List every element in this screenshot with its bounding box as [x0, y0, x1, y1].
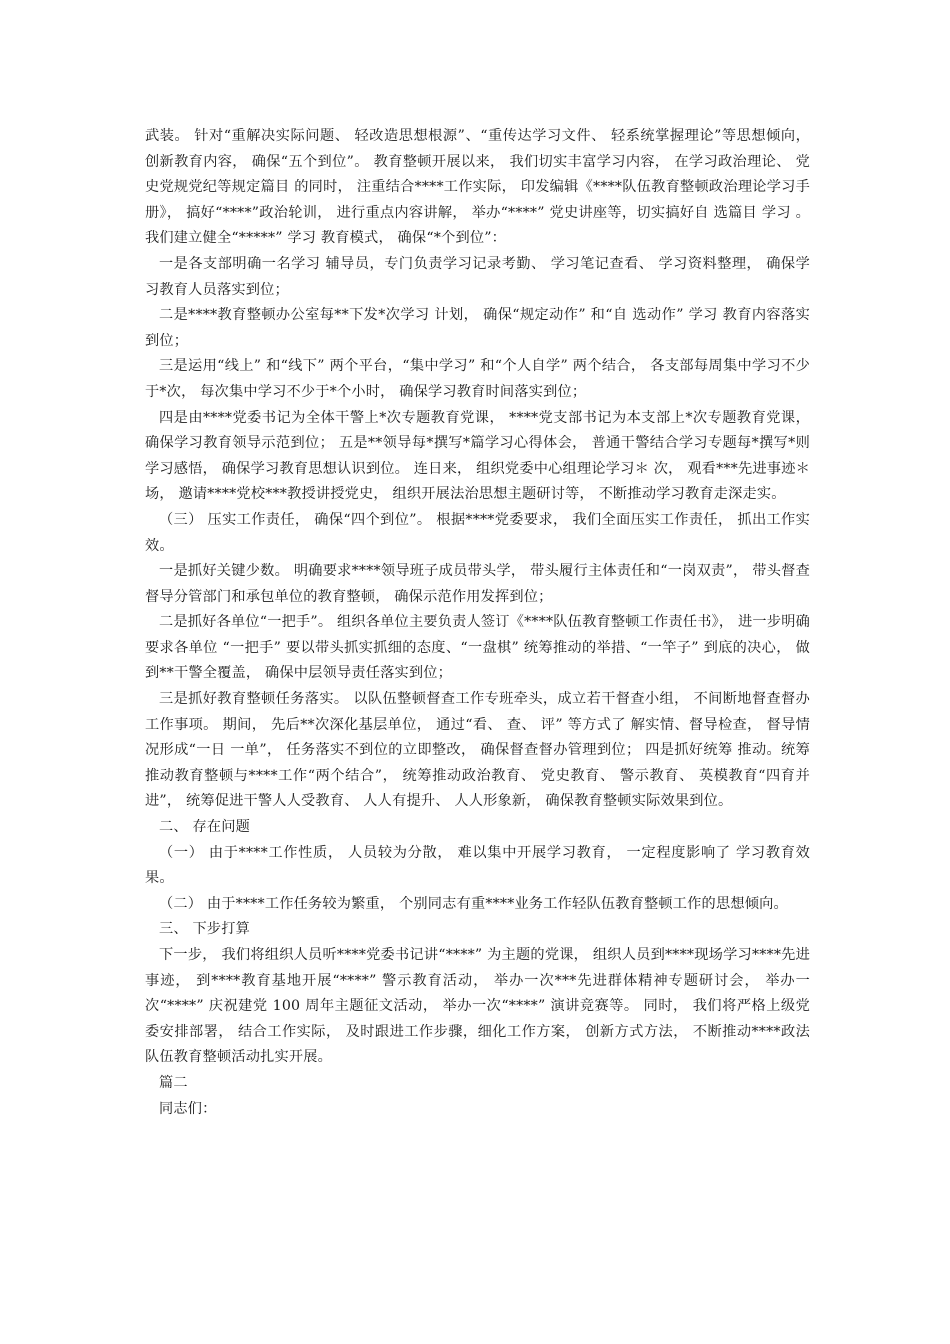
paragraph: （一） 由于****工作性质， 人员较为分散， 难以集中开展学习教育， 一定程度影响了 学习教育效果。	[145, 844, 810, 887]
paragraph: 武装。 针对“重解决实际问题、 轻改造思想根源”、“重传达学习文件、 轻系统掌握理论”等思想倾向， 创新教育内容， 确保“五个到位”。 教育整顿开展以来， 我们切实丰富学习内容， 在学习政治理论、 党史党规党纪等规定篇目 的同时， 注重结合****工作实际， 印发编辑《****队伍教育整顿政治理论学习手册》， 搞好“****”政治轮训， 进行重点内容讲解， 举办“****” 党史讲座等，切实搞好自 选篇目 学习 。 我们建立健全“*****” 学习 教育模式， 确保“*个到位”：	[145, 128, 810, 247]
paragraph: 三是运用“线上” 和“线下” 两个平台，“集中学习” 和“个人自学” 两个结合， 各支部每周集中学习不少于*次， 每次集中学习不少于*个小时， 确保学习教育时间落实到位；	[145, 358, 810, 400]
paragraph: 一是各支部明确一名学习 辅导员，专门负责学习记录考勤、 学习笔记查看、 学习资料整理， 确保学习教育人员落实到位；	[145, 255, 810, 298]
paragraph: 篇二	[159, 1074, 188, 1091]
paragraph: 下一步， 我们将组织人员听****党委书记讲“****” 为主题的党课， 组织人员到****现场学习****先进事迹， 到****教育基地开展“****” 警示教育活动， 举办一次***先进群体精神专题研讨会， 举办一次“****” 庆祝建党 100 周年主题征文活动， 举办一次“****” 演讲竞赛等。 同时， 我们将严格上级党委安排部署， 结合工作实际， 及时跟进工作步骤，细化工作方案， 创新方式方法， 不断推动****政法队伍教育整顿活动扎实开展。	[145, 947, 810, 1066]
paragraph: 三、 下步打算	[159, 921, 251, 938]
paragraph: 一是抓好关键少数。 明确要求****领导班子成员带头学， 带头履行主体责任和“一岗双责”， 带头督查督导分管部门和承包单位的教育整顿， 确保示范作用发挥到位；	[145, 563, 810, 605]
paragraph: 三是抓好教育整顿任务落实。 以队伍整顿督查工作专班牵头，成立若干督查小组， 不间断地督查督办工作事项。 期间， 先后**次深化基层单位， 通过“看、 查、 评” 等方式了 解实情、督导检查， 督导情况形成“一日 一单”， 任务落实不到位的立即整改， 确保督查督办管理到位； 四是抓好统筹 推动。统筹推动教育整顿与****工作“两个结合”， 统筹推动政治教育、 党史教育、 警示教育、 英模教育“四育并进”， 统筹促进干警人人受教育、 人人有提升、 人人形象新， 确保教育整顿实际效果到位。	[145, 691, 810, 810]
paragraph: 四是由****党委书记为全体干警上*次专题教育党课， ****党支部书记为本支部上*次专题教育党课，确保学习教育领导示范到位； 五是**领导每*撰写*篇学习心得体会， 普通干警结合学习专题每*撰写*则学习感悟， 确保学习教育思想认识到位。 连日来， 组织党委中心组理论学习＊ 次， 观看***先进事迹＊ 场， 邀请****党校***教授讲授党史， 组织开展法治思想主题研讨等， 不断推动学习教育走深走实。	[145, 409, 810, 503]
paragraph: （三） 压实工作责任， 确保“四个到位”。 根据****党委要求， 我们全面压实工作责任， 抓出工作实效。	[145, 511, 810, 554]
paragraph: 同志们：	[159, 1100, 217, 1117]
paragraph: 二是抓好各单位“一把手”。 组织各单位主要负责人签订《****队伍教育整顿工作责任书》， 进一步明确要求各单位 “一把手” 要以带头抓实抓细的态度、“一盘棋” 统筹推动的举措、“一竿子” 到底的决心， 做到**干警全覆盖， 确保中层领导责任落实到位；	[145, 614, 810, 682]
paragraph: 二、 存在问题	[159, 819, 251, 836]
paragraph: 二是****教育整顿办公室每**下发*次学习 计划， 确保“规定动作” 和“自 选动作” 学习 教育内容落实到位；	[145, 307, 810, 349]
document-body	[145, 124, 810, 1122]
paragraph: （二） 由于****工作任务较为繁重， 个别同志有重****业务工作轻队伍教育整顿工作的思想倾向。	[159, 895, 788, 912]
